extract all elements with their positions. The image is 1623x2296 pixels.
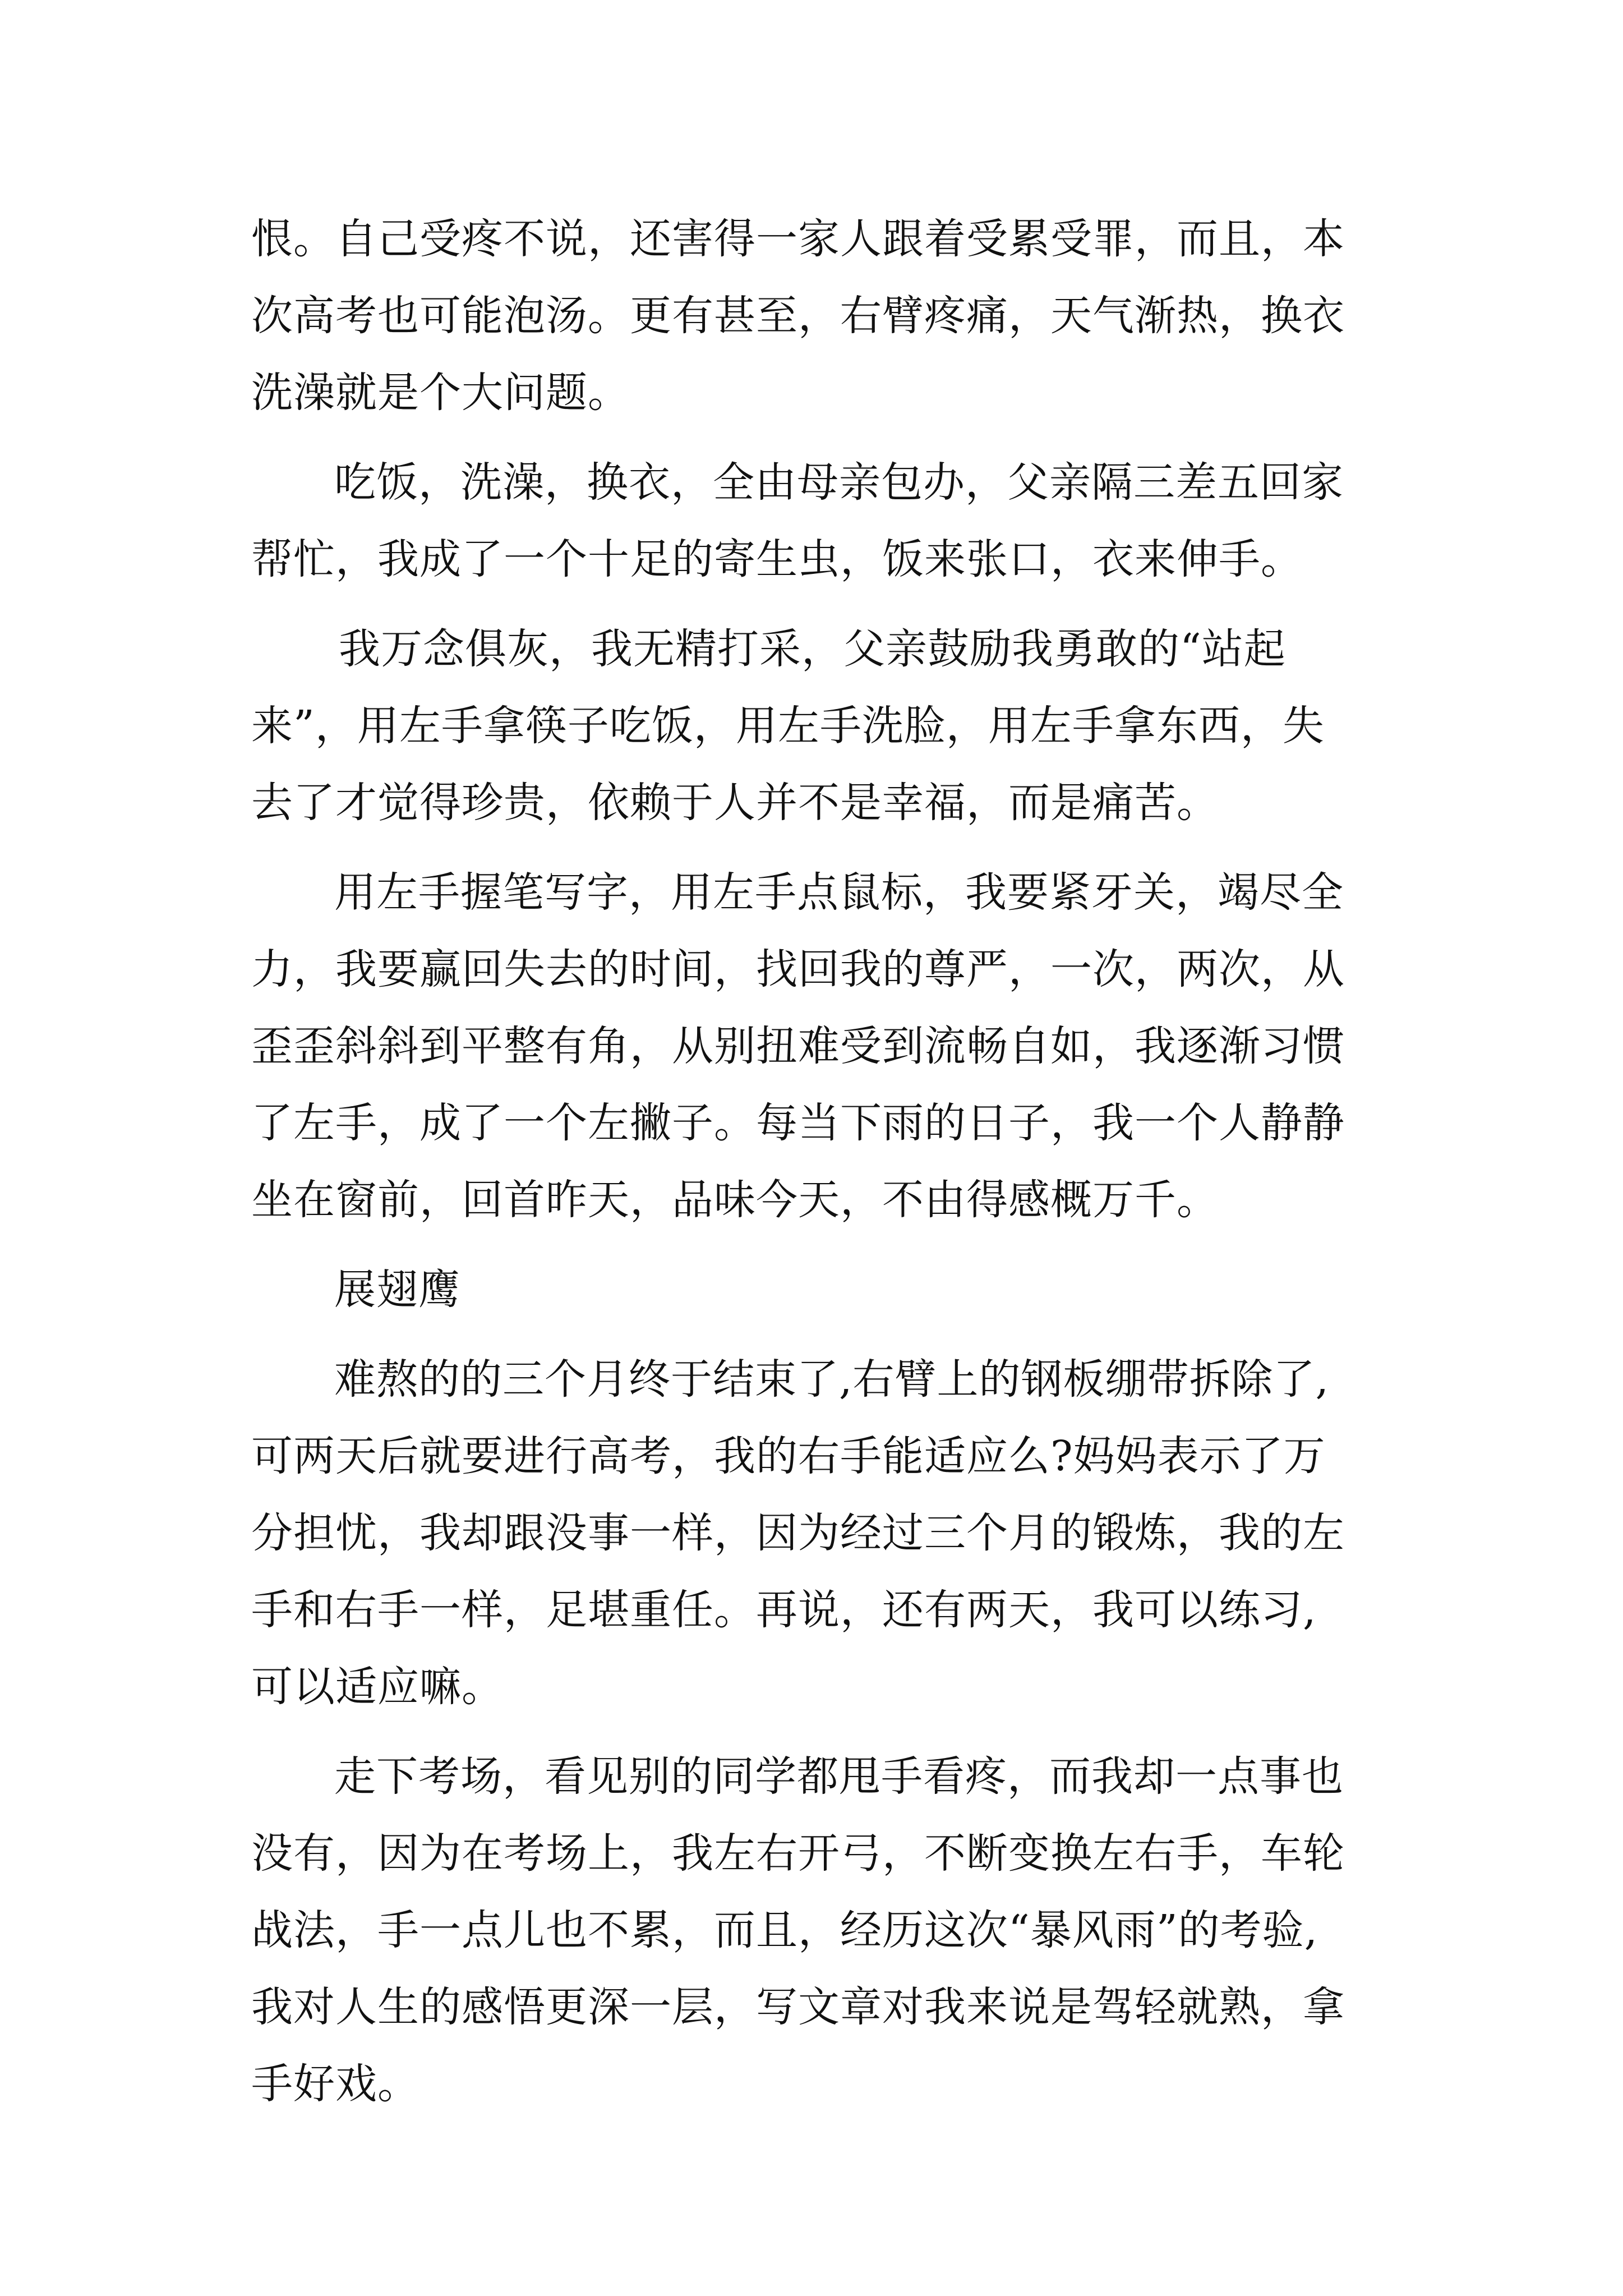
text-line: 洗澡就是个大问题。	[251, 369, 630, 417]
text-line: 难熬的的三个月终于结束了,右臂上的钢板绷带拆除了,	[334, 1355, 1330, 1404]
paragraph-6	[251, 1341, 1373, 1726]
text-line: 次高考也可能泡汤。更有甚至，右臂疼痛，天气渐热，换衣	[251, 292, 1345, 340]
text-line: 力，我要赢回失去的时间，找回我的尊严，一次，两次，从	[251, 945, 1345, 993]
paragraph-3	[251, 611, 1373, 841]
text-line: 来”，用左手拿筷子吃饭，用左手洗脸，用左手拿东西，失	[251, 702, 1325, 750]
text-line: 帮忙，我成了一个十足的寄生虫，饭来张口，衣来伸手。	[251, 535, 1303, 583]
text-line: 吃饭，洗澡，换衣，全由母亲包办，父亲隔三差五回家	[334, 458, 1344, 507]
text-line: 恨。自己受疼不说，还害得一家人跟着受累受罪，而且，本	[251, 215, 1345, 263]
text-line: 坐在窗前，回首昨天，品味今天，不由得感概万千。	[251, 1176, 1219, 1224]
paragraph-2	[251, 444, 1373, 598]
paragraph-1	[251, 201, 1373, 431]
text-line: 可以适应嘛。	[251, 1663, 504, 1711]
text-line: 手和右手一样，足堪重任。再说，还有两天，我可以练习,	[251, 1586, 1317, 1634]
text-line: 手好戏。	[251, 2060, 419, 2108]
text-line: 走下考场，看见别的同学都甩手看疼，而我却一点事也	[334, 1752, 1344, 1801]
paragraph-4	[251, 854, 1373, 1239]
text-line: 没有，因为在考场上，我左右开弓，不断变换左右手，车轮	[251, 1829, 1345, 1878]
text-line: 我万念俱灰，我无精打采，父亲鼓励我勇敢的“站起	[339, 625, 1286, 673]
text-line: 可两天后就要进行高考，我的右手能适应么?妈妈表示了万	[251, 1432, 1326, 1480]
text-line: 战法，手一点儿也不累，而且，经历这次“暴风雨”的考验,	[251, 1906, 1318, 1954]
text-line: 分担忧，我却跟没事一样，因为经过三个月的锻炼，我的左	[251, 1509, 1345, 1557]
paragraph-7	[251, 1738, 1373, 2123]
text-line: 用左手握笔写字，用左手点鼠标，我要紧牙关，竭尽全	[334, 868, 1344, 917]
document-body	[251, 201, 1373, 2136]
section-heading: 展翅鹰	[334, 1266, 460, 1314]
text-line: 去了才觉得珍贵，依赖于人并不是幸福，而是痛苦。	[251, 779, 1219, 827]
paragraph-5-heading	[251, 1251, 1373, 1328]
text-line: 了左手，成了一个左撇子。每当下雨的日子，我一个人静静	[251, 1099, 1345, 1147]
text-line: 歪歪斜斜到平整有角，从别扭难受到流畅自如，我逐渐习惯	[251, 1022, 1345, 1070]
text-line: 我对人生的感悟更深一层，写文章对我来说是驾轻就熟，拿	[251, 1983, 1345, 2031]
